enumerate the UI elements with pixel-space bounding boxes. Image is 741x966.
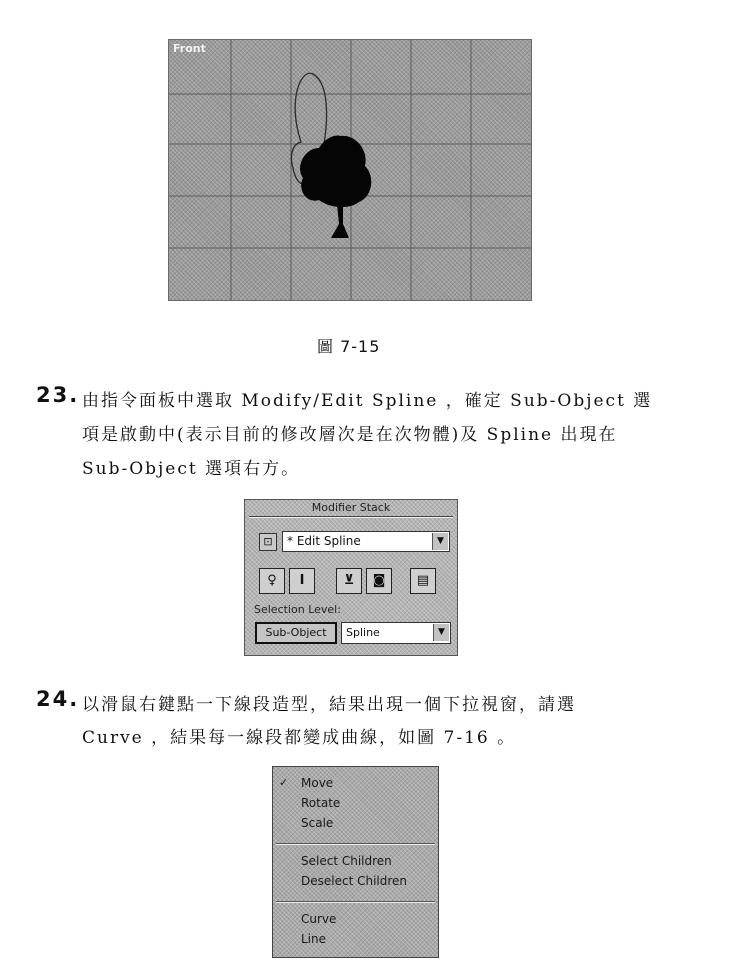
sub-object-button[interactable]: Sub-Object: [255, 622, 337, 644]
menu-item-curve[interactable]: [273, 909, 438, 929]
menu-item-move[interactable]: [273, 773, 438, 793]
menu-item-select-children[interactable]: [273, 851, 438, 871]
selection-level-value: Spline: [346, 626, 380, 639]
step-number: 24.: [36, 687, 80, 711]
step-text-line: Sub-Object 選項右方。: [82, 459, 301, 479]
context-menu: [272, 766, 439, 958]
menu-item-label: Scale: [301, 816, 334, 830]
remove-modifier-icon[interactable]: ▤: [410, 568, 436, 594]
step-23: [36, 383, 716, 479]
menu-separator: [276, 901, 435, 903]
step-text-line: 由指令面板中選取 Modify/Edit Spline ，確定 Sub-Object 選: [82, 391, 653, 411]
step-number: 23.: [36, 383, 80, 407]
menu-item-deselect-children[interactable]: [273, 871, 438, 891]
menu-item-label: Rotate: [301, 796, 341, 810]
check-icon: ✓: [279, 776, 289, 789]
panel-divider: [249, 516, 453, 518]
show-end-result-icon[interactable]: ⊻: [336, 568, 362, 594]
viewport-scene: [169, 40, 532, 301]
pin-icon[interactable]: ⊡: [259, 533, 277, 551]
menu-item-scale[interactable]: [273, 813, 438, 833]
figure-caption: 圖 7-15: [317, 337, 381, 356]
selection-level-dropdown[interactable]: [341, 622, 451, 644]
modifier-dropdown[interactable]: [282, 531, 450, 552]
step-24: [36, 687, 716, 751]
menu-item-label: Select Children: [301, 854, 392, 868]
modifier-dropdown-value: * Edit Spline: [287, 534, 361, 548]
step-text-line: Curve ，結果每一線段都變成曲線，如圖 7-16 。: [82, 728, 517, 748]
pipe-icon[interactable]: I: [289, 568, 315, 594]
menu-item-label: Move: [301, 776, 334, 790]
make-unique-icon[interactable]: ◙: [366, 568, 392, 594]
menu-item-label: Curve: [301, 912, 337, 926]
panel-title: Modifier Stack: [311, 501, 391, 514]
menu-separator: [276, 843, 435, 845]
light-bulb-icon[interactable]: ♀: [259, 568, 285, 594]
viewport-label: Front: [173, 42, 206, 55]
chevron-down-icon[interactable]: ▼: [433, 624, 449, 641]
menu-item-line[interactable]: [273, 929, 438, 949]
tree-canopy-shape: [300, 136, 371, 208]
modifier-stack-panel: [244, 499, 458, 656]
step-text-line: 項是啟動中(表示目前的修改層次是在次物體)及 Spline 出現在: [82, 425, 618, 445]
menu-item-rotate[interactable]: [273, 793, 438, 813]
tree-trunk-shape: [331, 204, 349, 238]
step-text-line: 以滑鼠右鍵點一下線段造型，結果出現一個下拉視窗，請選: [82, 695, 576, 715]
chevron-down-icon[interactable]: ▼: [432, 533, 448, 550]
selection-level-label: Selection Level:: [254, 603, 341, 616]
menu-item-label: Line: [301, 932, 327, 946]
menu-item-label: Deselect Children: [301, 874, 408, 888]
viewport-front[interactable]: [168, 39, 532, 301]
